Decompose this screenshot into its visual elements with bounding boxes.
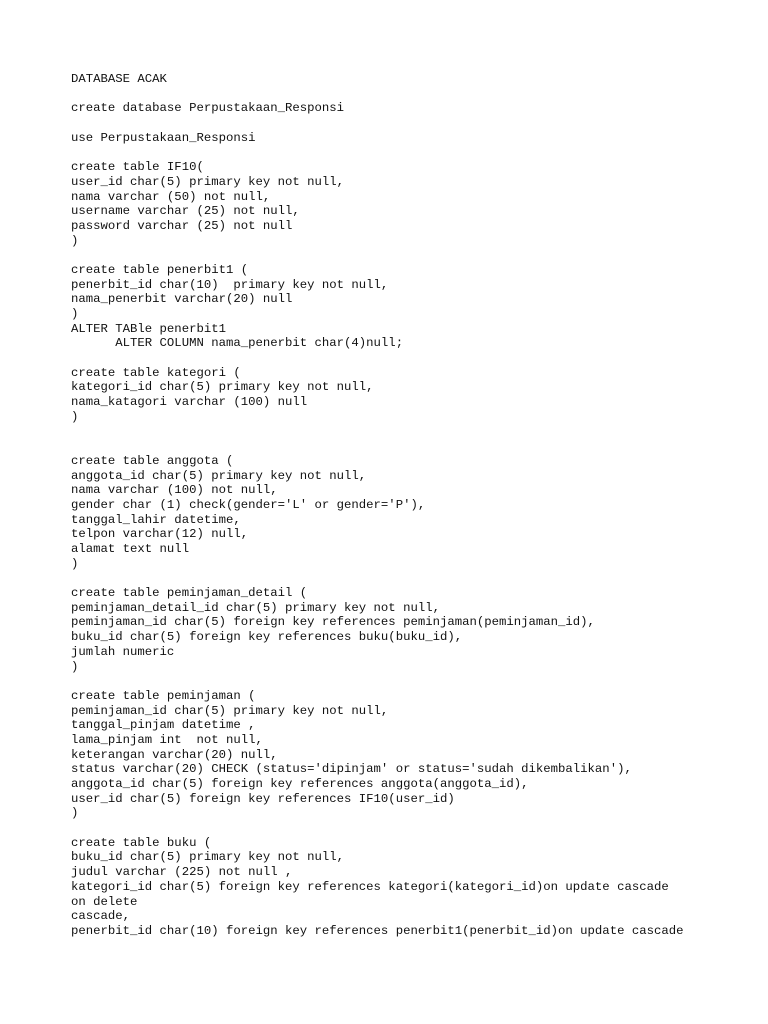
code-line: create table penerbit1 ( (71, 262, 249, 277)
code-line (71, 145, 761, 160)
code-line: buku_id char(5) primary key not null, (71, 850, 345, 865)
code-line: create table peminjaman ( (71, 688, 256, 703)
code-line: create table buku ( (71, 835, 212, 850)
code-line: nama_penerbit varchar(20) null (71, 292, 293, 307)
code-line: status varchar(20) CHECK (status='dipinjam' or status='sudah dikembalikan'), (71, 762, 632, 777)
code-line (71, 821, 761, 836)
code-line: create table kategori ( (71, 365, 241, 380)
code-line (71, 571, 761, 586)
code-line: username varchar (25) not null, (71, 204, 300, 219)
code-line: ) (71, 307, 79, 321)
code-line: create database Perpustakaan_Responsi (71, 101, 345, 116)
code-line: password varchar (25) not null (71, 218, 293, 233)
code-line: create table anggota ( (71, 453, 234, 468)
code-line: penerbit_id char(10) primary key not null, (71, 277, 389, 292)
code-line: nama varchar (50) not null, (71, 189, 271, 204)
code-line: nama_katagori varchar (100) null (71, 395, 308, 410)
code-line: ALTER TABle penerbit1 (71, 321, 226, 336)
code-line (71, 425, 761, 440)
code-line: cascade, (71, 909, 131, 924)
code-line: peminjaman_id char(5) foreign key references peminjaman(peminjaman_id), (71, 615, 595, 630)
code-line: peminjaman_id char(5) primary key not null, (71, 703, 389, 718)
code-line: penerbit_id char(10) foreign key references penerbit1(penerbit_id)on update cascade (71, 923, 684, 938)
code-line (71, 87, 761, 102)
code-line: ALTER COLUMN nama_penerbit char(4)null; (71, 336, 404, 351)
code-line: ) (71, 409, 79, 424)
code-line: ) (71, 556, 79, 571)
code-line: anggota_id char(5) foreign key references anggota(anggota_id), (71, 777, 529, 791)
code-line: anggota_id char(5) primary key not null, (71, 468, 367, 483)
code-line: telpon varchar(12) null, (71, 527, 249, 542)
code-line: keterangan varchar(20) null, (71, 747, 278, 762)
code-line: user_id char(5) primary key not null, (71, 174, 345, 189)
code-line (71, 248, 761, 263)
code-line: user_id char(5) foreign key references IF10(user_id) (71, 791, 455, 806)
code-line (71, 439, 761, 454)
code-line: ) (71, 233, 79, 248)
code-line: create table IF10( (71, 160, 204, 175)
code-line: kategori_id char(5) primary key not null, (71, 380, 374, 395)
code-line (71, 116, 761, 131)
code-line (71, 351, 761, 366)
code-line: nama varchar (100) not null, (71, 483, 278, 498)
code-line (71, 674, 761, 689)
code-line: jumlah numeric (71, 644, 175, 659)
code-line: judul varchar (225) not null , (71, 865, 293, 880)
code-line: tanggal_lahir datetime, (71, 512, 241, 527)
code-line: kategori_id char(5) foreign key references kategori(kategori_id)on update cascade (71, 879, 669, 894)
code-line: alamat text null (71, 542, 190, 556)
code-line: use Perpustakaan_Responsi (71, 130, 256, 145)
code-line: gender char (1) check(gender='L' or gender='P'), (71, 497, 426, 512)
sql-code-block (71, 72, 761, 939)
code-line: peminjaman_detail_id char(5) primary key not null, (71, 600, 440, 615)
code-line: lama_pinjam int not null, (71, 732, 263, 747)
code-line: on delete (71, 894, 138, 909)
code-line: tanggal_pinjam datetime , (71, 718, 256, 733)
code-line: buku_id char(5) foreign key references buku(buku_id), (71, 630, 463, 645)
code-line: ) (71, 659, 79, 674)
code-line: DATABASE ACAK (71, 72, 167, 86)
code-line: create table peminjaman_detail ( (71, 586, 308, 601)
code-line: ) (71, 806, 79, 821)
